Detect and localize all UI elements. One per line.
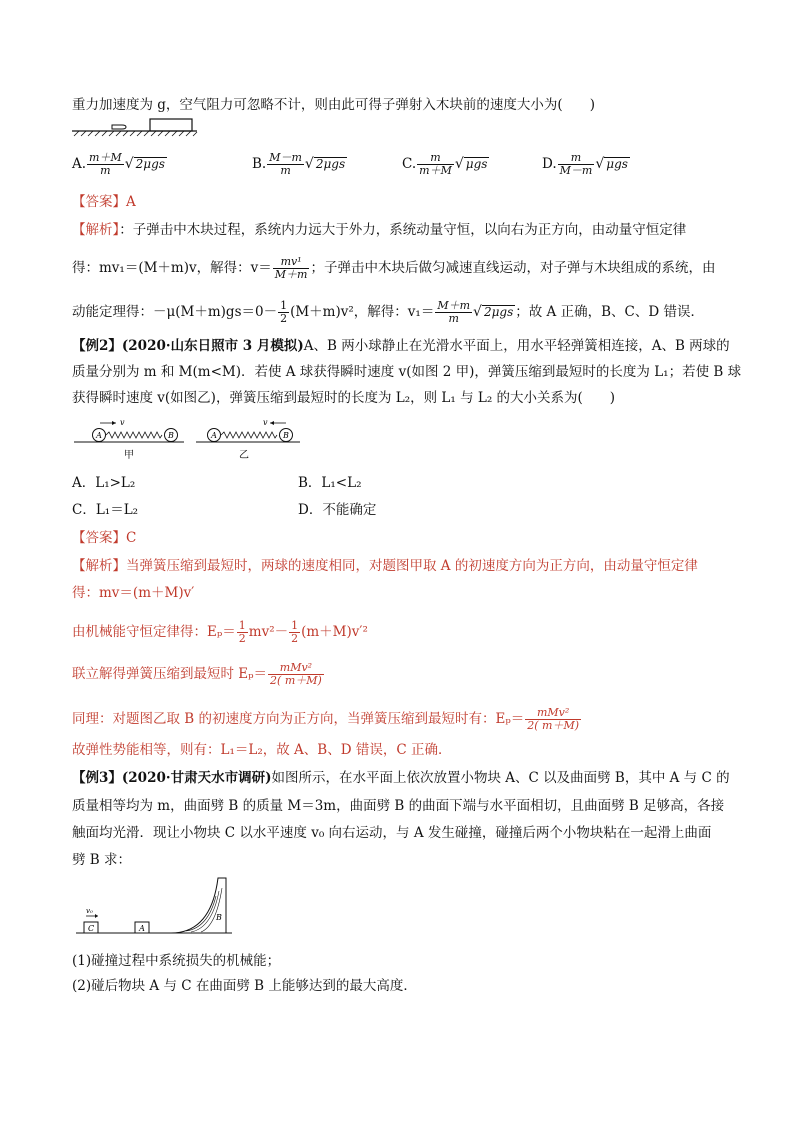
v-label-right: v: [263, 418, 268, 427]
q2-answer: 【答案】C: [72, 530, 137, 546]
q2-analysis-5: 同理：对题图乙取 B 的初速度方向为正方向，当弹簧压缩到最短时有：Eₚ＝ $\frac{\text{mMv²}}{2( m+M)}$: [72, 706, 580, 732]
q2-option-a[interactable]: A．L₁>L₂: [72, 475, 136, 491]
q2-stem-1: 【例2】(2020·山东日照市 3 月模拟)A、B 两小球静止在光滑水平面上，用水平轻弹簧相连接，A、B 两球的: [72, 338, 730, 354]
q2-option-b[interactable]: B．L₁<L₂: [298, 475, 362, 491]
q1-option-a[interactable]: A. $\frac{m+M}{m}$ √ 2μgs: [72, 151, 165, 177]
q1-stem: 重力加速度为 g，空气阻力可忽略不计，则由此可得子弹射入木块前的速度大小为( ): [72, 97, 595, 113]
q2-analysis-2: 得：mv＝(m＋M)v′: [72, 585, 195, 601]
q2-stem-2: 质量分别为 m 和 M(m<M)．若使 A 球获得瞬时速度 v(如图 2 甲)，弹簧压缩到最短时的长度为 L₁；若使 B 球: [72, 364, 742, 380]
q2-analysis-4: 联立解得弹簧压缩到最短时 Eₚ＝ $\frac{\text{mMv²}}{2( m+M)}$: [72, 661, 322, 687]
q3-stem-3: 触面均光滑．现让小物块 C 以水平速度 v₀ 向右运动，与 A 发生碰撞，碰撞后两个小物块粘在一起滑上曲面: [72, 825, 712, 841]
q2-analysis-3: 由机械能守恒定律得：Eₚ＝ $\frac{1}{2}$ mv²－ $\frac{1}{2}$ (m＋M)v′²: [72, 619, 368, 645]
q1-option-d[interactable]: D. $\frac{m}{M-m}$ √ μgs: [542, 151, 628, 177]
q3-sub-1: (1)碰撞过程中系统损失的机械能；: [72, 953, 281, 969]
q2-option-c[interactable]: C．L₁＝L₂: [72, 502, 139, 518]
fig-label-jia: 甲: [124, 450, 134, 461]
ball-a-left-label: A: [96, 431, 102, 440]
v0-label: v₀: [86, 907, 93, 915]
v-label-left: v: [120, 418, 125, 427]
q3-sub-2: (2)碰后物块 A 与 C 在曲面劈 B 上能够达到的最大高度．: [72, 978, 417, 994]
ball-b-right-label: B: [283, 431, 289, 440]
q1-option-b[interactable]: B. $\frac{M-m}{m}$ √ 2μgs: [252, 151, 346, 177]
wood-block: [150, 119, 192, 131]
block-a-label: A: [139, 924, 145, 933]
q2-analysis-1: 【解析】当弹簧压缩到最短时，两球的速度相同，对题图甲取 A 的初速度方向为正方向，由动量守恒定律: [72, 558, 698, 574]
spring-left: [106, 432, 162, 438]
ball-b-left-label: B: [168, 431, 174, 440]
q2-option-d[interactable]: D．不能确定: [298, 502, 377, 518]
q3-stem-1: 【例3】(2020·甘肃天水市调研)如图所示，在水平面上依次放置小物块 A、C 以及曲面劈 B，其中 A 与 C 的: [72, 770, 730, 786]
fig-label-yi: 乙: [239, 450, 249, 461]
wedge-b-label: B: [216, 913, 222, 922]
q3-figure: [76, 876, 236, 936]
q1-answer: 【答案】A: [72, 194, 136, 210]
q2-stem-3: 获得瞬时速度 v(如图乙)，弹簧压缩到最短时的长度为 L₂，则 L₁ 与 L₂ 的大小关系为( ): [72, 390, 616, 406]
q1-figure: [72, 118, 202, 138]
block-c-label: C: [87, 924, 95, 933]
q3-stem-2: 质量相等均为 m，曲面劈 B 的质量 M＝3m，曲面劈 B 的曲面下端与水平面相切，且曲面劈 B 足够高，各接: [72, 798, 725, 814]
ball-a-right-label: A: [211, 431, 217, 440]
q1-option-c[interactable]: C. $\frac{m}{m+M}$ √ μgs: [402, 151, 488, 177]
analysis-label: 【解析】: [72, 222, 120, 238]
analysis-label: 【解析】: [72, 558, 126, 574]
spring-right: [221, 432, 277, 438]
curved-wedge-b: [171, 878, 226, 933]
q1-analysis-1: 【解析】：子弹击中木块过程，系统内力远大于外力，系统动量守恒，以向右为正方向，由动量守恒定律: [72, 222, 687, 238]
q1-analysis-3: 动能定理得：－μ(M＋m)gs＝0－ $\frac{1}{2}$ (M＋m)v²，解得：v₁＝ $\frac{M+m}{m}$ √ 2μgs ；故 A 正确，B、C、D 错误．: [72, 299, 704, 325]
bullet-icon: [112, 125, 126, 129]
q3-stem-4: 劈 B 求：: [72, 852, 132, 868]
q2-analysis-6: 故弹性势能相等，则有：L₁＝L₂，故 A、B、D 错误，C 正确．: [72, 742, 452, 758]
q2-figure: [74, 416, 304, 461]
q1-analysis-2: 得：mv₁＝(M＋m)v，解得：v＝ $\frac{\text{mv¹}}{M+m}$ ；子弹击中木块后做匀减速直线运动，对子弹与木块组成的系统，由: [72, 255, 716, 281]
